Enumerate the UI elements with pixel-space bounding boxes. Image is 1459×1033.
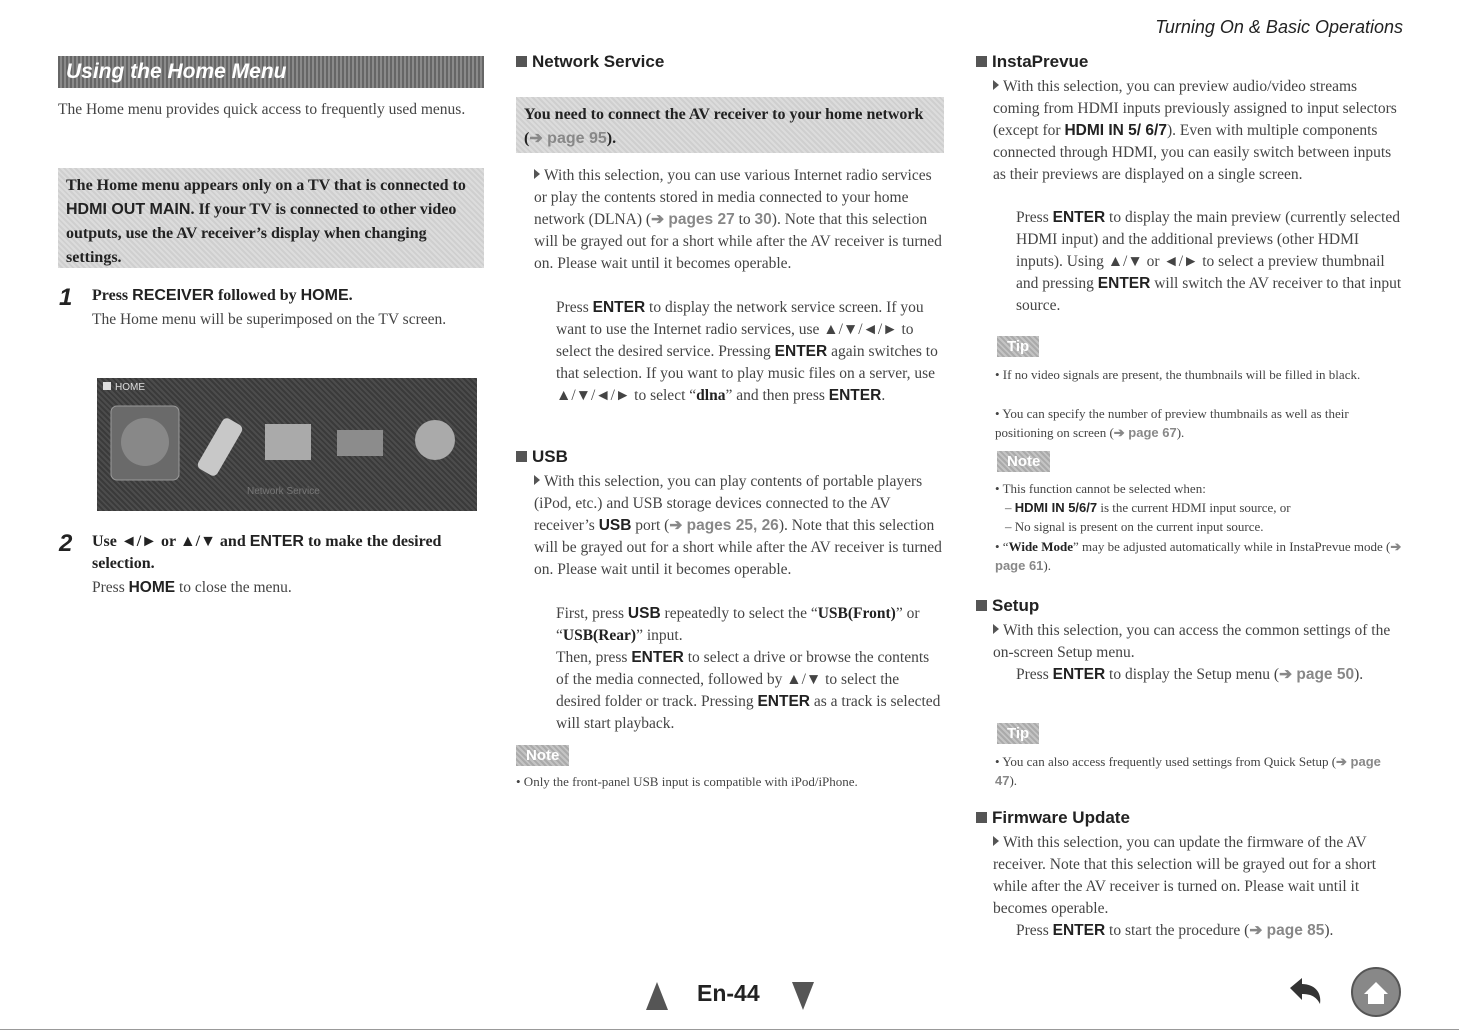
note-line-1: • This function cannot be selected when: [995,481,1206,496]
insta-p2-text-3: will switch the AV receiver to that input source. [1016,275,1402,314]
step-2-text: Use ◄/► or ▲/▼ and [92,533,250,550]
arrow-bullet-icon [993,80,999,90]
fw-p2-text-3: ). [1324,922,1334,939]
usb-p3-text-2: to select a drive or browse the contents of the media connected, followed by ▲/▼ to select the desired folder or track. Pressing [556,649,930,710]
section-square-icon [976,812,987,823]
usb-key: USB [598,517,632,534]
usb-p1-text-3: ). Note that this selection will be grayed out for a short while after the AV receiver is turned on. Please wait until it becomes operable. [534,517,942,578]
page-link[interactable]: ➔ page 50 [1279,666,1355,683]
insta-p2-text-2: to display the main preview (currently selected HDMI input) and the additional previews (other HDMI inputs). Using ▲/▼ or ◄/► to select a preview thumbnail and pressing [1016,209,1400,292]
network-service-icon [121,418,169,466]
page-link[interactable]: ➔ page 85 [1249,922,1325,939]
enter-key: ENTER [1052,922,1106,939]
insta-p1-text-2: ). Even with multiple components connected through HDMI, you can easily switch between inputs as their previews are displayed on a single screen. [993,122,1392,183]
home-page-icon[interactable] [1350,966,1402,1018]
section-square-icon [516,56,527,67]
home-key: HOME [300,287,349,304]
usb-note-text: • Only the front-panel USB input is compatible with iPod/iPhone. [516,774,858,789]
usb-icon [196,416,244,477]
callout-text-2: . If your TV is connected to other video outputs, use the AV receiver’s display when changing settings. [66,201,457,266]
arrow-bullet-icon [534,475,540,485]
step-1-text-2: followed by [213,287,301,304]
step-1-text: Press [92,287,133,304]
intro-text: The Home menu provides quick access to frequently used menus. [58,101,466,118]
wide-mode-label: Wide Mode [1008,539,1073,554]
note-badge-2: Note [997,451,1050,472]
usb-key: USB [627,605,661,622]
note2-text: is the current HDMI input source, or [1097,500,1291,515]
receiver-key: RECEIVER [132,287,214,304]
usb-paragraph-1 [534,471,944,581]
step-1-instruction [92,285,484,307]
step-2-instruction [92,531,484,575]
usb-p3-text-3: as a track is selected will start playback. [556,693,941,732]
enter-key: ENTER [592,299,646,316]
enter-key: ENTER [249,533,304,550]
page-link[interactable]: ➔ pages 27 [651,211,735,228]
usb-p2-text-4: ” input. [636,627,683,644]
network-p2-text-2: to display the network service screen. If you want to use the Internet radio services, use ▲/▼/◄/► to select the desired service. Pressing [556,299,924,360]
network-p2-text: Press [556,299,593,316]
section-square-icon [516,451,527,462]
usb-p2-text: First, press [556,605,628,622]
usb-p2-text-2: repeatedly to select the “ [660,605,818,622]
page-link[interactable]: ➔ page 61 [995,539,1402,573]
usb-heading [516,447,568,467]
callout-text: The Home menu appears only on a TV that is connected to [66,177,466,194]
note4-text-3: ). [1043,558,1052,573]
network-p2-text-5: . [881,387,886,404]
page-link[interactable]: 30 [754,211,772,228]
step-2-body-text: Press [92,579,129,596]
back-icon[interactable] [1280,972,1328,1012]
enter-key: ENTER [1052,666,1106,683]
fw-p2-text-2: to start the procedure ( [1105,922,1250,939]
usb-p2-text-3: ” or “ [556,605,920,644]
setup-paragraph-1 [993,620,1403,664]
usb-front-label: USB(Front) [817,605,896,622]
note4-text: • “ [995,539,1009,554]
note-line-2 [1005,498,1403,517]
page-link[interactable]: ➔ page 67 [1113,425,1177,440]
tip2-text: • You can specify the number of preview thumbnails as well as their positioning on screen ( [995,406,1349,440]
instaprevue-heading-text: InstaPrevue [992,52,1089,71]
tip-badge: Tip [997,336,1039,357]
network-p2-text-3: again switches to that selection. If you want to play music files on a server, use ▲/▼/◄/► to select “ [556,343,938,404]
note-badge: Note [516,745,569,766]
step-2-number: 2 [59,530,73,557]
dlna-label: dlna [696,387,726,404]
hdmi-in-label: HDMI IN 5/ 6/7 [1064,122,1167,139]
network-paragraph-2 [556,297,944,407]
instaprevue-paragraph-1 [993,76,1403,186]
network-p2-text-4: ” and then press [725,387,829,404]
page-link[interactable]: ➔ page 47 [995,754,1381,788]
page-bottom-rule [0,1029,1459,1030]
home-key-2: HOME [128,579,176,596]
instaprevue-heading [976,52,1088,72]
usb-p1-text: With this selection, you can play contents of portable players (iPod, etc.) and USB storage devices connected to the AV receiver’s [534,473,923,534]
home-menu-screenshot [97,378,477,511]
network-p1-text: With this selection, you can use various Internet radio services or play the contents stored in media connected to your home network (DLNA) ( [534,167,932,228]
fw-p1-text: With this selection, you can update the firmware of the AV receiver. Note that this selection will be grayed out for a short while after the AV receiver is turned on. Please wait until it becomes operable. [993,834,1377,917]
step-2-text-2: to make the desired selection. [92,533,442,572]
note4-text-2: ” may be adjusted automatically while in InstaPrevue mode ( [1072,539,1391,554]
setup-p1-text: With this selection, you can access the common settings of the on-screen Setup menu. [993,622,1391,661]
hdmi-in-label: HDMI IN 5/6/7 [1014,500,1098,515]
home-screen-label-text: HOME [115,382,145,393]
enter-key: ENTER [631,649,684,666]
section-square-icon [976,600,987,611]
setup-p2-text-2: to display the Setup menu ( [1105,666,1280,683]
network-service-heading [516,52,664,72]
page-header-title: Turning On & Basic Operations [1155,17,1403,37]
note-line-3: – No signal is present on the current input source. [1005,519,1264,534]
home-screen-caption: Network Service [247,486,320,497]
note2-dash: – [1005,500,1015,515]
next-page-arrow-icon[interactable] [790,980,816,1012]
enter-key: ENTER [1097,275,1151,292]
home-menu-callout [58,168,484,268]
insta-p2-text: Press [1016,209,1053,226]
setup-heading [976,596,1039,616]
previous-page-arrow-icon[interactable] [644,980,670,1012]
firmware-paragraph-1 [993,832,1403,920]
enter-key: ENTER [757,693,810,710]
tip-badge-2: Tip [997,723,1039,744]
page-number: En-44 [697,980,760,1006]
page-link[interactable]: ➔ pages 25, 26 [669,517,779,534]
usb-p3-text: Then, press [556,649,632,666]
step-1-text-3: . [348,287,353,304]
insta-p1-text: With this selection, you can preview audio/video streams coming from HDMI inputs previously assigned to input selectors (except for [993,78,1397,139]
enter-key: ENTER [774,343,828,360]
firmware-update-heading-text: Firmware Update [992,808,1130,827]
usb-rear-label: USB(Rear) [562,627,637,644]
section-banner [58,56,484,88]
callout-keyword: HDMI OUT MAIN [66,201,191,218]
instaprevue-icon [265,424,311,460]
tip-text-2 [995,404,1403,442]
arrow-bullet-icon [993,624,999,634]
network-paragraph-1 [534,165,944,275]
firmware-paragraph-2 [1016,920,1404,942]
setup-p2-text-3: ). [1354,666,1364,683]
arrow-bullet-icon [534,169,540,179]
tip2-text-2: ). [1176,425,1185,440]
usb-p1-text-2: port ( [631,517,670,534]
network-callout [516,97,944,153]
arrow-bullet-icon [993,836,999,846]
setup-paragraph-2 [1016,664,1404,686]
firmware-update-heading [976,808,1130,828]
tip-text-1: • If no video signals are present, the thumbnails will be filled in black. [995,367,1361,382]
network-callout-text-2: ). [606,130,617,147]
setup-heading-text: Setup [992,596,1040,615]
page-link[interactable]: ➔ page 95 [529,130,607,147]
usb-paragraph-3 [556,647,944,735]
enter-key: ENTER [828,387,882,404]
network-p1-to: to [734,211,755,228]
fw-p2-text: Press [1016,922,1053,939]
enter-key: ENTER [1052,209,1106,226]
usb-paragraph-2 [556,603,944,647]
step-2-body-text-2: to close the menu. [175,579,292,596]
setup-tip-text-2: ). [1009,773,1018,788]
setup-tip-text-1: • You can also access frequently used settings from Quick Setup ( [995,754,1337,769]
step-1-body: The Home menu will be superimposed on the TV screen. [92,311,447,328]
section-title: Using the Home Menu [66,60,287,83]
step-1-number: 1 [59,284,73,311]
firmware-update-icon [415,420,455,460]
section-square-icon [976,56,987,67]
step-2-body [92,577,484,599]
note-line-4 [995,537,1403,575]
usb-heading-text: USB [532,447,568,466]
setup-p2-text: Press [1016,666,1053,683]
network-service-heading-text: Network Service [532,52,665,71]
setup-icon [337,430,383,456]
network-callout-text: You need to connect the AV receiver to your home network ( [524,106,924,147]
setup-tip-text [995,752,1403,790]
instaprevue-paragraph-2 [1016,207,1404,317]
network-p1-end: ). Note that this selection will be grayed out for a short while after the AV receiver is turned on. Please wait until it becomes operable. [534,211,942,272]
